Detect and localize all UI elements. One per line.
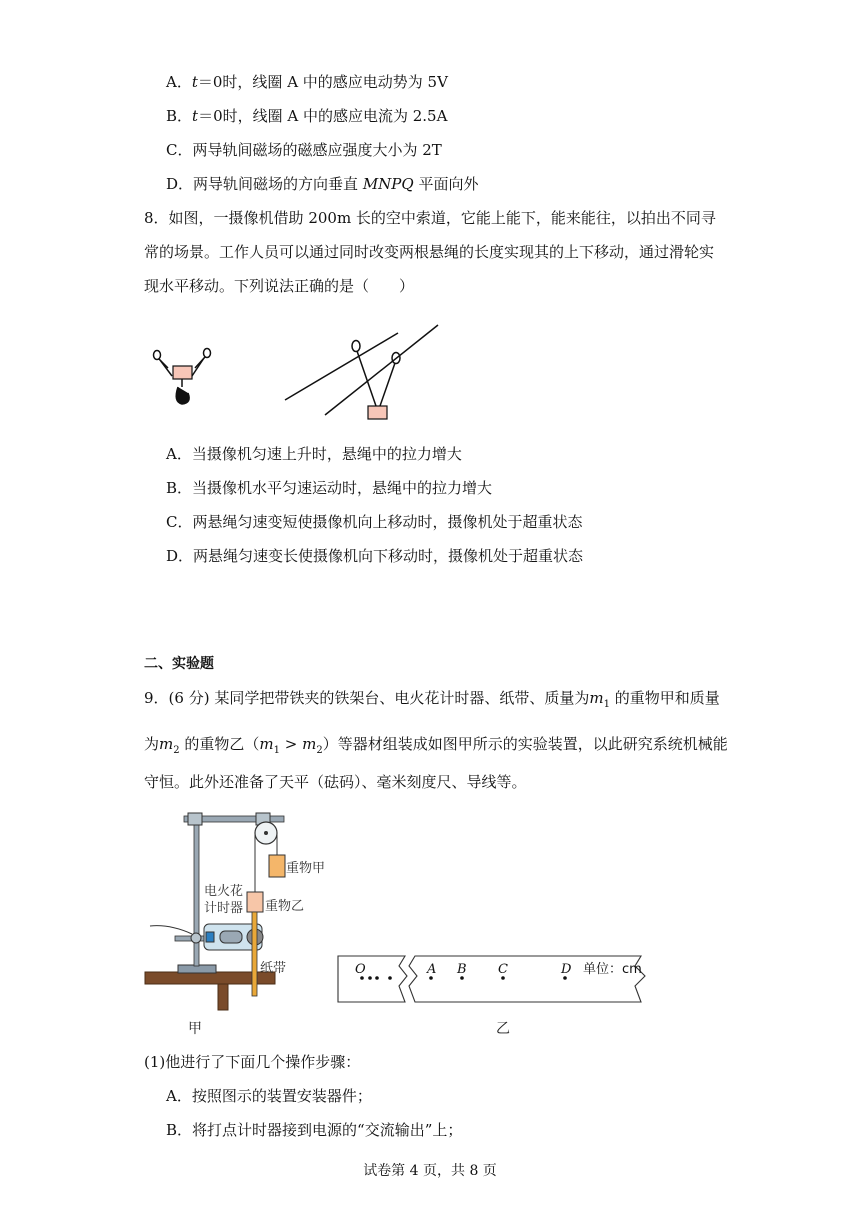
q9-step-b: B．将打点计时器接到电源的“交流输出”上； <box>166 1121 463 1139</box>
caption-jia: 甲 <box>188 1021 202 1037</box>
q7-option-b: B．t＝0时，线圈 A 中的感应电流为 2.5A <box>166 107 448 125</box>
label-weight-yi: 重物乙 <box>265 899 305 914</box>
point-a: A <box>427 962 437 977</box>
point-o: O <box>355 962 366 977</box>
section-title: 二、实验题 <box>144 656 214 672</box>
camera-small-icon <box>154 349 211 405</box>
q8-option-a: A．当摄像机匀速上升时，悬绳中的拉力增大 <box>166 445 462 463</box>
q8-stem-line2: 常的场景。工作人员可以通过同时改变两根悬绳的长度实现其的上下移动，通过滑轮实 <box>144 243 715 261</box>
q9-sub1: (1)他进行了下面几个操作步骤： <box>144 1053 361 1071</box>
label-timer-1: 电火花 <box>204 884 244 899</box>
q9-stem-line2: 为$m_2$ 的重物乙$(m_1 > m_2)$等器材组装成如图甲所示的实验装置，以此研究系统机械能 <box>144 735 728 756</box>
q7-option-a: A．t＝0时，线圈 A 中的感应电动势为 5V <box>166 73 448 91</box>
label-weight-jia: 重物甲 <box>286 861 326 876</box>
point-b: B <box>457 962 467 977</box>
label-tape: 纸带 <box>260 961 287 976</box>
unit-label: 单位：cm <box>583 962 642 977</box>
q8-option-c: C．两悬绳匀速变短使摄像机向上移动时，摄像机处于超重状态 <box>166 513 583 531</box>
q7-option-c: C．两导轨间磁场的磁感应强度大小为 2T <box>166 141 442 159</box>
q9-stem-line3: 守恒。此外还准备了天平（砝码）、毫米刻度尺、导线等。 <box>144 773 527 791</box>
q8-stem-line3: 现水平移动。下列说法正确的是（ ） <box>144 277 415 295</box>
apparatus-figure <box>140 800 326 1015</box>
q7-option-d: D．两导轨间磁场的方向垂直 MNPQ 平面向外 <box>166 175 479 193</box>
caption-yi: 乙 <box>496 1021 510 1037</box>
point-d: D <box>561 962 572 977</box>
tape-figure <box>335 950 655 1010</box>
q9-step-a: A．按照图示的装置安装器件； <box>166 1087 372 1105</box>
q9-stem-line1: 9．(6 分) 某同学把带铁夹的铁架台、电火花计时器、纸带、质量为$m_1$ 的重物甲和质量 <box>144 689 720 710</box>
cable-diagram <box>285 325 438 419</box>
q8-figure <box>140 330 460 430</box>
q8-option-b: B．当摄像机水平匀速运动时，悬绳中的拉力增大 <box>166 479 493 497</box>
q8-stem-line1: 8．如图，一摄像机借助 200m 长的空中索道，它能上能下，能来能往，以拍出不同寻 <box>144 209 716 227</box>
point-c: C <box>498 962 508 977</box>
label-timer-2: 计时器 <box>204 901 244 916</box>
q8-option-d: D．两悬绳匀速变长使摄像机向下移动时，摄像机处于超重状态 <box>166 547 584 565</box>
page-footer: 试卷第 4 页，共 8 页 <box>363 1163 497 1179</box>
